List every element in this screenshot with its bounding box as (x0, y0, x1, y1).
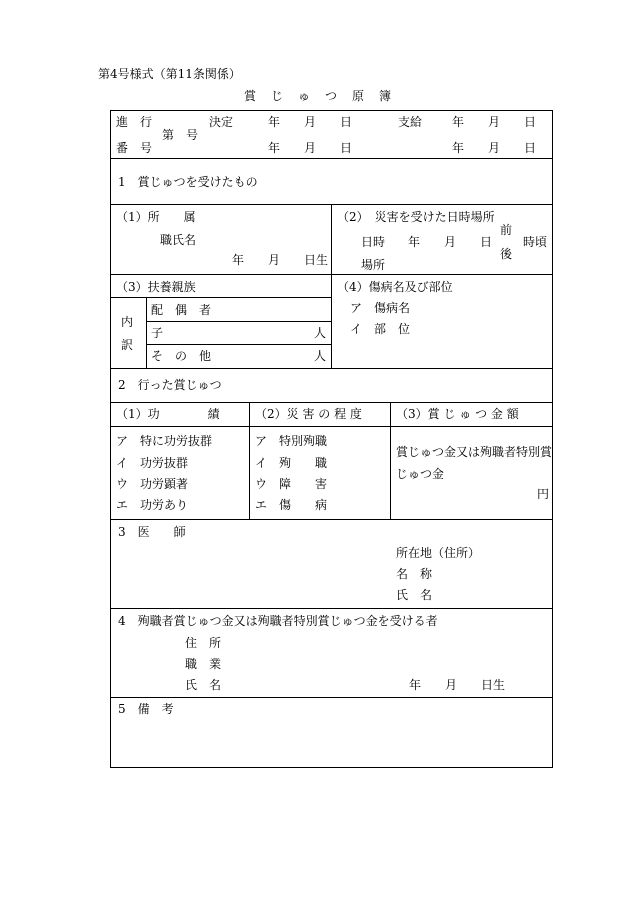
yen-label: 円 (537, 487, 550, 501)
teido-item: ウ 障 害 (255, 477, 328, 491)
shinkou-label: 進 行 (116, 115, 153, 129)
sonota-nin: 人 (314, 349, 327, 363)
ko-nin: 人 (314, 326, 327, 340)
teido-item: イ 殉 職 (255, 456, 328, 470)
page-title: 賞じゅつ原簿 (244, 89, 407, 103)
teido-item: ア 特別殉職 (255, 434, 328, 448)
uchiwake-1: 内 (121, 315, 134, 329)
shikyuu-date-2: 年 月 日 (452, 141, 537, 155)
kingaku-text-1: 賞じゅつ金又は殉職者特別賞 (396, 445, 553, 459)
shimei-label: 氏 名 (396, 588, 433, 602)
birth-date: 年 月 日生 (232, 253, 329, 267)
form-number: 第4号様式（第11条関係） (98, 67, 241, 81)
section2-heading: 2 行った賞じゅつ (118, 378, 222, 392)
ko-label: 子 (151, 326, 164, 340)
haigusha-label: 配 偶 者 (151, 303, 212, 317)
basho-label: 場所 (361, 258, 386, 272)
kingaku-label: （3）賞 じ ゅ つ 金 額 (396, 407, 519, 421)
dai-gou-label: 第 号 (162, 128, 199, 142)
teido-label: （2）災 害 の 程 度 (255, 407, 362, 421)
shozoku-label: （1）所 属 (116, 210, 196, 224)
section5-heading: 5 備 考 (118, 702, 174, 716)
shimei4-label: 氏 名 (185, 678, 222, 692)
bui-label: イ 部 位 (350, 322, 411, 336)
meishou-label: 名 称 (396, 567, 433, 581)
kouseki-item: ア 特に功労抜群 (116, 434, 213, 448)
recipient-birth: 年 月 日生 (409, 678, 506, 692)
shokugyou-label: 職 業 (185, 657, 222, 671)
shokushimei-label: 職氏名 (160, 233, 197, 247)
fuyou-label: （3）扶養親族 (116, 280, 196, 294)
bangou-date: 年 月 日 (268, 141, 353, 155)
shikyuu-date: 年 月 日 (452, 115, 537, 129)
juusho-label: 住 所 (185, 636, 222, 650)
kettei-label: 決定 (209, 115, 234, 129)
kouseki-item: エ 功労あり (116, 498, 189, 512)
shikyuu-label: 支給 (398, 115, 423, 129)
zen-label: 前 (500, 223, 513, 237)
jikoro-label: 時頃 (523, 235, 548, 249)
shoubyoumei-label: ア 傷病名 (350, 301, 411, 315)
section1-heading: 1 賞じゅつを受けたもの (118, 175, 258, 189)
section4-heading: 4 殉職者賞じゅつ金又は殉職者特別賞じゅつ金を受ける者 (118, 614, 438, 628)
teido-item: エ 傷 病 (255, 498, 328, 512)
kouseki-label: （1）功 績 (116, 407, 220, 421)
bangou-label: 番 号 (116, 141, 153, 155)
kouseki-item: ウ 功労顕著 (116, 477, 189, 491)
kingaku-text-2: じゅつ金 (396, 467, 445, 481)
nichiji-label: 日時 (361, 235, 386, 249)
shoubyou-label: （4）傷病名及び部位 (337, 280, 453, 294)
saigai-date: 年 月 日 (408, 235, 493, 249)
shozaichi-label: 所在地（住所） (396, 546, 481, 560)
sonota-label: そ の 他 (151, 349, 212, 363)
uchiwake-2: 訳 (121, 338, 134, 352)
go-label: 後 (500, 247, 513, 261)
saigai-label: （2） 災害を受けた日時場所 (337, 210, 495, 224)
kettei-date: 年 月 日 (268, 115, 353, 129)
section3-heading: 3 医 師 (118, 525, 186, 539)
kouseki-item: イ 功労抜群 (116, 456, 189, 470)
